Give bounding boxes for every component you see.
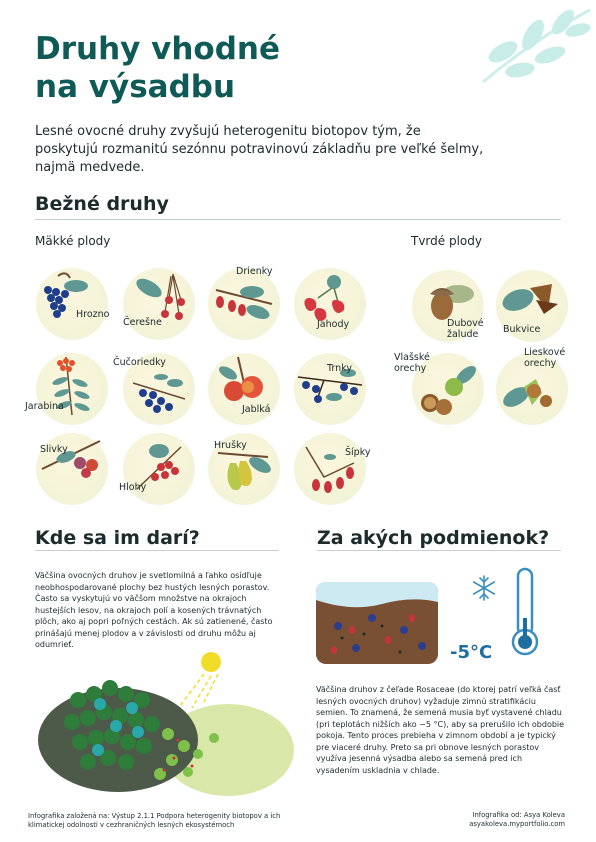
fruit-label-plum: Slivky xyxy=(40,444,68,455)
conditions-text: Väčšina druhov z čeľade Rosaceae (do ktorej patrí veľká časť lesných ovocných druhov) vyžaduje zimnú stratifikáciu semien. To znamená, že semená musia byť vystavené chladu (pri teplotách nižších ako −5 °C), aby sa prerušilo ich obdobie pokoja. Tento proces prebieha v zimnom období a je typický pre viaceré druhy. Preto sa pri obnove lesných porastov využíva jesenná výsadba alebo sa semená pred ich vysadením uskladnia v chlade. xyxy=(316,685,565,775)
thermometer-icon xyxy=(508,566,542,658)
where-text: Väčšina ovocných druhov je svetlomilná a ľahko osídľuje neobhospodarované plochy bez hustých lesných porastov. Často sa vyskytujú vo väčšom množstve na okrajoch hustejších lesov, na okrajoch polí a kosených trávnatých plôch, ako aj popri poľných cestách. Ak sú zatienené, často prinášajú menej plodov a v závislosti od druhu môžu aj odumrieť. xyxy=(35,571,273,649)
fruit-label-acorn: Dubové žalude xyxy=(447,318,484,340)
grape-illustration xyxy=(36,268,108,340)
snowflake-icon xyxy=(470,574,498,602)
soil-seeds-illustration xyxy=(312,578,442,668)
dogwood-illustration xyxy=(208,268,280,340)
cherry-illustration xyxy=(123,268,195,340)
fruit-label-cherry: Čerešne xyxy=(123,317,162,328)
page-title xyxy=(35,30,335,106)
leaf-branch-decoration xyxy=(478,0,596,90)
fruit-label-walnut: Vlašské orechy xyxy=(394,352,430,374)
fruit-label-apple: Jablká xyxy=(242,404,271,415)
where-heading: Kde sa im darí? xyxy=(35,527,200,549)
conditions-divider xyxy=(317,550,561,551)
section-common-heading: Bežné druhy xyxy=(35,193,169,215)
where-divider xyxy=(35,550,279,551)
fruit-label-sloe: Trnky xyxy=(327,363,352,374)
fruit-label-rowan: Jarabina xyxy=(25,401,64,412)
fruit-label-dogwood: Drienky xyxy=(236,266,273,277)
section-common-divider xyxy=(35,219,561,220)
footer-author-url: asyakoleva.myportfolio.com xyxy=(469,820,565,828)
fruit-label-hawthorn: Hlohy xyxy=(119,482,147,493)
footer-source: Infografika založená na: Výstup 2.1.1 Podpora heterogenity biotopov a ich klimatickej odolnosti v cezhraničných lesných ekosystémoch xyxy=(28,812,281,829)
hawthorn-illustration xyxy=(123,433,195,505)
hard-fruits-heading: Tvrdé plody xyxy=(411,234,482,248)
fruit-label-grape: Hrozno xyxy=(76,309,110,320)
forest-edge-illustration xyxy=(28,650,298,800)
rowan-illustration xyxy=(36,353,108,425)
footer-author-name: Infografika od: Asya Koleva xyxy=(472,811,565,819)
soft-fruits-heading: Mäkké plody xyxy=(35,234,111,248)
fruit-label-hazelnut: Lieskové orechy xyxy=(524,347,566,369)
fruit-label-pear: Hrušky xyxy=(214,440,247,451)
footer-author xyxy=(447,811,565,829)
title-line-2: na výsadbu xyxy=(35,69,236,105)
conditions-heading: Za akých podmienok? xyxy=(317,527,550,549)
fruit-label-rosehip: Šípky xyxy=(345,447,371,458)
fruit-label-strawberry: Jahody xyxy=(317,319,350,330)
intro-text: Lesné ovocné druhy zvyšujú heterogenitu biotopov tým, že poskytujú rozmanitú sezónnu potravinovú základňu pre veľké šelmy, najmä medvede. xyxy=(35,124,484,175)
fruit-label-blueberry: Čučoriedky xyxy=(113,357,166,368)
rosehip-illustration xyxy=(294,433,366,505)
title-line-1: Druhy vhodné xyxy=(35,31,281,67)
temperature-label: -5°C xyxy=(450,642,493,663)
fruit-label-beechnut: Bukvice xyxy=(503,324,541,335)
